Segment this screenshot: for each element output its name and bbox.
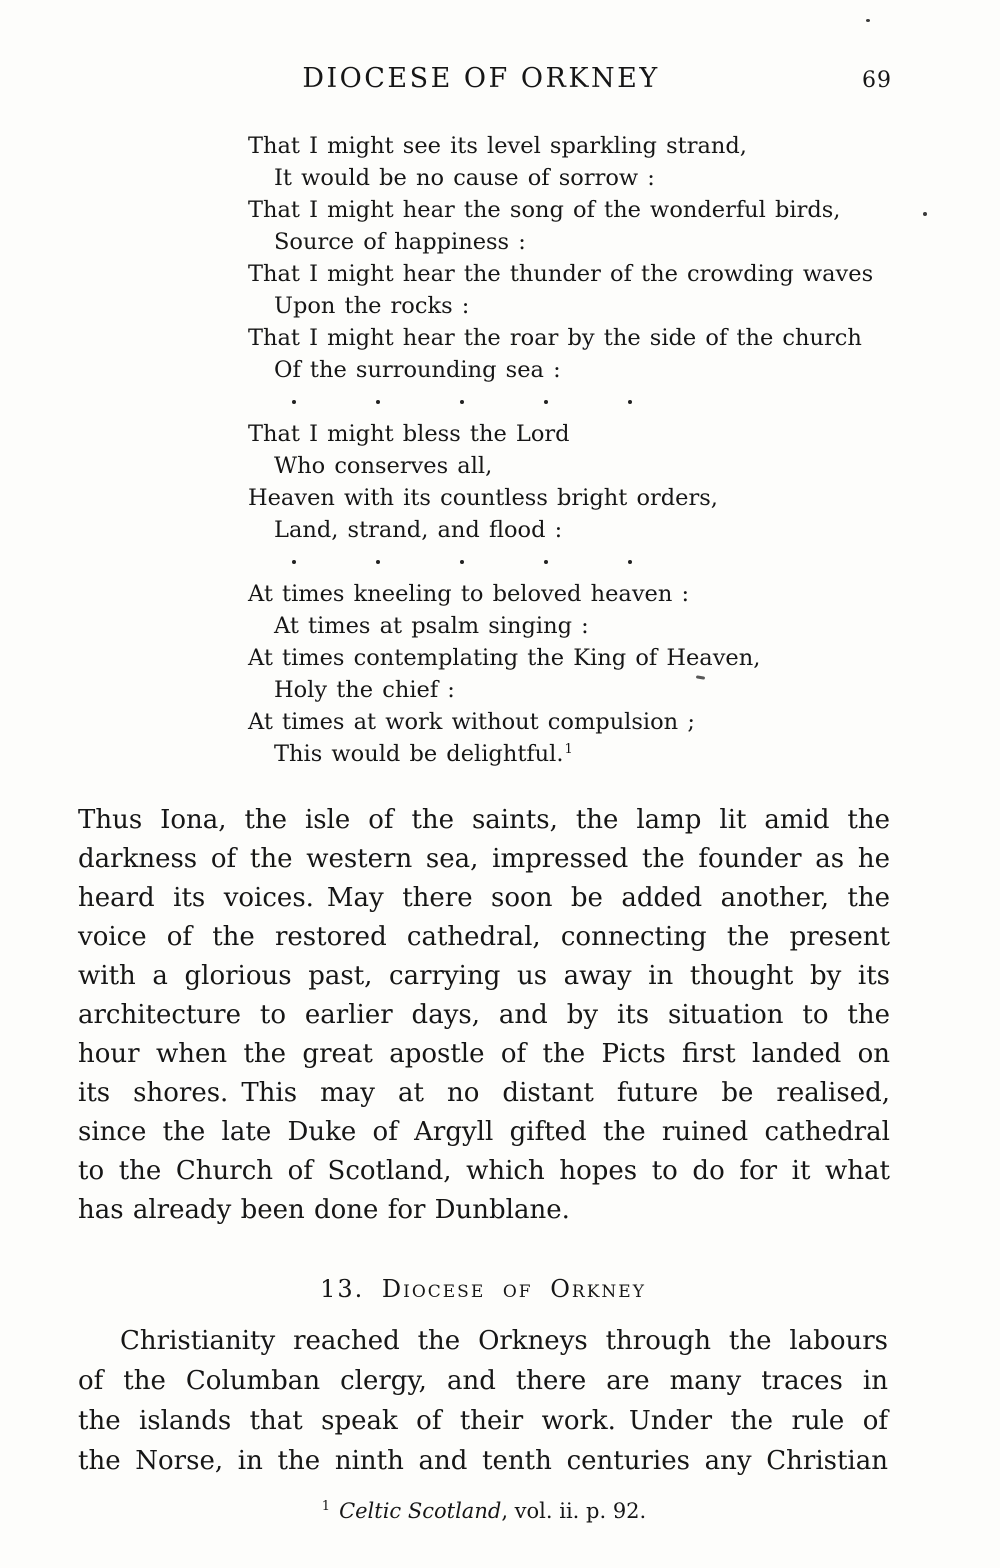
text-line: the Norse, in the ninth and tenth centuries any Christian [78,1446,888,1476]
poem-line: Who conserves all, [274,453,493,479]
footnote-ref: 1 [321,1499,331,1514]
scan-speck [923,212,927,216]
text-line: hour when the great apostle of the Picts first landed on [78,1039,890,1069]
text-line: since the late Duke of Argyll gifted the ruined cathedral [78,1117,890,1147]
poem-line: It would be no cause of sorrow : [274,165,655,191]
poem-line: This would be delightful.$^1$ [274,741,573,767]
text-line: with a glorious past, carrying us away in thought by its [78,961,890,991]
verse-ellipsis [292,546,632,578]
section-heading: 13. Diocese of Orkney [320,1275,646,1303]
scan-speck [866,19,870,22]
text-line: heard its voices. May there soon be added another, the [78,883,890,913]
poem-line: That I might bless the Lord [248,421,570,447]
text-line: of the Columban clergy, and there are many traces in [78,1366,888,1396]
paragraph-iona [78,801,890,1230]
text-line: the islands that speak of their work. Under the rule of [78,1406,888,1436]
footnote-citation: , vol. ii. p. 92. [501,1499,647,1523]
page-number: 69 [862,68,892,93]
poem-line: At times at work without compulsion ; [248,709,695,735]
poem-line: Holy the chief : [274,677,455,703]
poem-line: Upon the rocks : [274,293,470,319]
verse-ellipsis [292,386,632,418]
poem-line: At times contemplating the King of Heaven, [248,645,761,671]
footnote-work-title: Celtic Scotland [339,1499,502,1523]
text-line: architecture to earlier days, and by its situation to the [78,1000,890,1030]
text-line: darkness of the western sea, impressed the founder as he [78,844,890,874]
paragraph-orkney [78,1321,888,1481]
poem-line: At times kneeling to beloved heaven : [248,581,690,607]
running-head [0,63,1000,103]
text-line: Christianity reached the Orkneys through the labours [120,1326,888,1356]
poem-line: Of the surrounding sea : [274,357,561,383]
poem [248,130,928,770]
poem-line: That I might hear the roar by the side of the church [248,325,862,351]
poem-line: At times at psalm singing : [274,613,589,639]
footnote-ref-marker: 1 [564,741,573,757]
text-line: its shores. This may at no distant future be realised, [78,1078,890,1108]
text-line: Thus Iona, the isle of the saints, the lamp lit amid the [78,805,890,835]
running-title: DIOCESE OF ORKNEY [302,63,660,94]
footnote [0,1498,968,1524]
poem-line: That I might hear the thunder of the crowding waves [248,261,874,287]
text-line: voice of the restored cathedral, connecting the present [78,922,890,952]
poem-line: That I might hear the song of the wonderful birds, [248,197,841,223]
poem-line: That I might see its level sparkling strand, [248,133,747,159]
text-line: to the Church of Scotland, which hopes to do for it what [78,1156,890,1186]
poem-line: Land, strand, and flood : [274,517,563,543]
poem-line: Heaven with its countless bright orders, [248,485,718,511]
text-line: has already been done for Dunblane. [78,1195,570,1225]
poem-line: Source of happiness : [274,229,526,255]
